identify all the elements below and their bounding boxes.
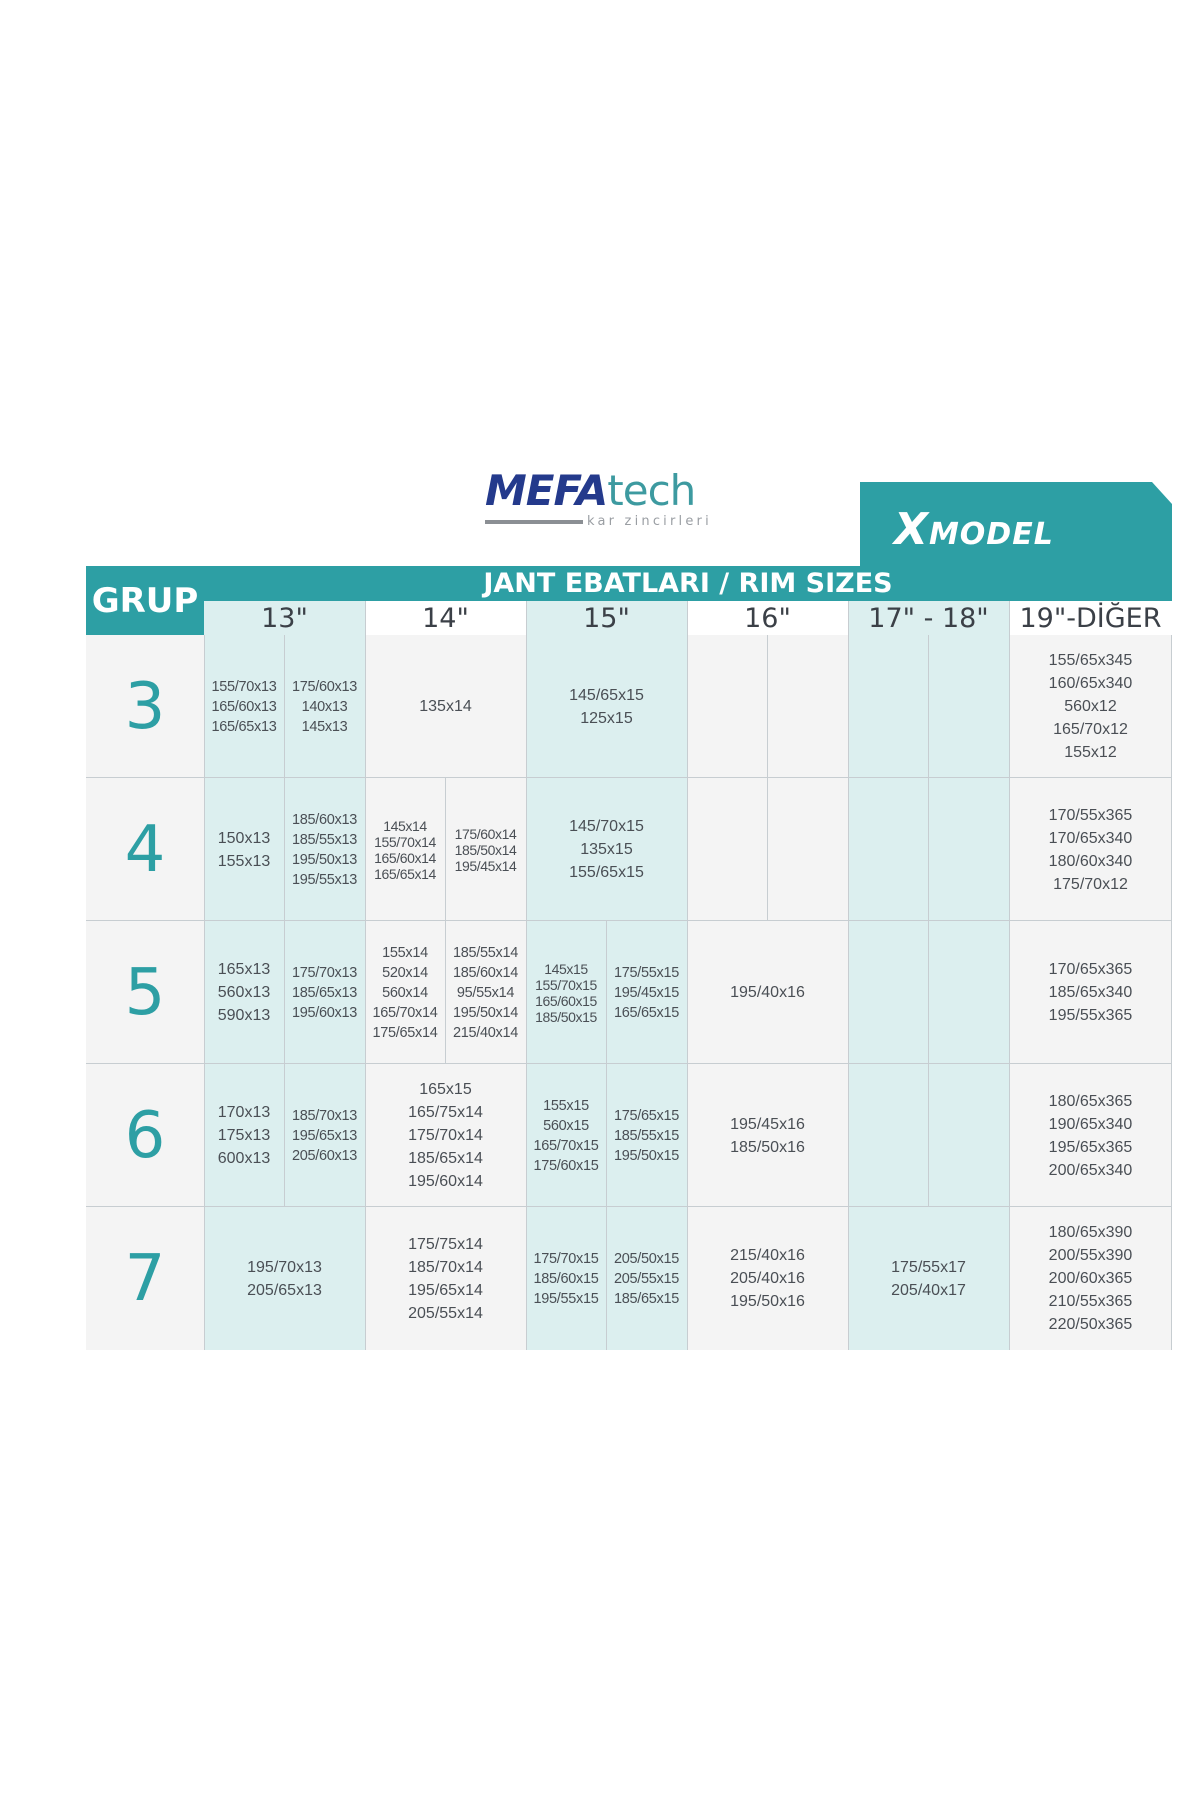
cell-r6-15b-text: 175/65x15 185/55x15 195/50x15 [613,1107,680,1164]
subcol-divider [445,778,446,1064]
cell-r3-14 [365,635,526,778]
cell-r3-13b-text: 175/60x13 140x13 145x13 [291,678,358,735]
cell-r5-15b [606,921,687,1064]
logo-underline [485,520,583,524]
cell-r5-19 [1009,921,1172,1064]
cell-r5-16-text: 195/40x16 [730,984,805,1001]
logo-tech-text: tech [607,466,696,515]
subcol-divider [606,1207,607,1350]
cell-r7-14 [365,1207,526,1350]
subcol-divider [284,635,285,1207]
cell-r4-16b-empty [767,778,848,921]
cell-r6-14-text: 165x15 165/75x14 175/70x14 185/65x14 195/60x14 [408,1081,483,1190]
cell-r6-13a [204,1064,284,1207]
cell-r7-15a-text: 175/70x15 185/60x15 195/55x15 [533,1250,599,1307]
cell-r4-14b [445,778,526,921]
cell-r4-19-text: 170/55x365 170/65x340 180/60x340 175/70x12 [1048,806,1133,893]
cell-r6-16-text: 195/45x16 185/50x16 [730,1115,805,1156]
col-divider [687,635,688,1350]
cell-r7-19 [1009,1207,1172,1350]
cell-r7-13-text: 195/70x13 205/65x13 [247,1258,322,1299]
cell-r4-15 [526,778,687,921]
col-divider [848,635,849,1350]
cell-r5-13a-text: 165x13 560x13 590x13 [217,961,271,1024]
cell-r6-15b [606,1064,687,1207]
subcol-divider [606,1064,607,1207]
cell-r5-13a [204,921,284,1064]
header-divider [1009,601,1010,635]
cell-r7-16 [687,1207,848,1350]
cell-r7-15a [526,1207,606,1350]
size-header-15: 15" [526,601,687,635]
col-divider [526,635,527,1350]
cell-r6-16 [687,1064,848,1207]
cell-r7-17-18 [848,1207,1009,1350]
col-divider [1009,635,1010,1350]
cell-r6-19 [1009,1064,1172,1207]
cell-r5-13b-text: 175/70x13 185/65x13 195/60x13 [291,964,358,1021]
size-header-14: 14" [365,601,526,635]
cell-r5-19-text: 170/65x365 185/65x340 195/55x365 [1048,961,1133,1024]
mefatech-logo [485,466,765,540]
group-5: 5 [86,921,204,1064]
col-divider [365,635,366,1350]
cell-r3-13a [204,635,284,778]
cell-r5-17a-empty [848,921,928,1064]
header-divider [848,601,849,635]
cell-r3-19-text: 155/65x345 160/65x340 560x12 165/70x12 155x12 [1048,652,1133,761]
cell-r3-16a-empty [687,635,767,778]
cell-r4-14a [365,778,445,921]
grup-header: GRUP [86,566,204,635]
size-header-16: 16" [687,601,848,635]
cell-r4-17a-empty [848,778,928,921]
cell-r6-15a [526,1064,606,1207]
cell-r4-15-text: 145/70x15 135x15 155/65x15 [569,818,644,881]
cell-r5-15b-text: 175/55x15 195/45x15 165/65x15 [613,964,680,1021]
cell-r3-14-text: 135x14 [419,698,472,715]
cell-r5-15a [526,921,606,1064]
cell-r7-19-text: 180/65x390 200/55x390 200/60x365 210/55x365 220/50x365 [1048,1224,1133,1333]
col-divider [1171,635,1172,1350]
cell-r7-14-text: 175/75x14 185/70x14 195/65x14 205/55x14 [408,1235,483,1322]
cell-r5-14a [365,921,445,1064]
subcol-divider [606,921,607,1064]
rim-size-table [86,635,1172,1350]
logo-tagline: kar zincirleri [587,514,712,529]
cell-r4-14a-text: 145x14 155/70x14 165/60x14 165/65x14 [374,817,436,882]
subcol-divider [767,635,768,921]
cell-r3-16b-empty [767,635,848,778]
size-header-17-18: 17" - 18" [848,601,1009,635]
cell-r4-17b-empty [928,778,1009,921]
cell-r7-13 [204,1207,365,1350]
cell-r3-15-text: 145/65x15 125x15 [569,686,644,727]
cell-r5-16 [687,921,848,1064]
cell-r6-14 [365,1064,526,1207]
header-divider [365,601,366,635]
cell-r6-13b-text: 185/70x13 195/65x13 205/60x13 [291,1107,358,1164]
cell-r3-13a-text: 155/70x13 165/60x13 165/65x13 [211,678,277,735]
subcol-divider [928,635,929,1207]
cell-r6-15a-text: 155x15 560x15 165/70x15 175/60x15 [533,1097,599,1174]
rim-sizes-header: JANT EBATLARI / RIM SIZES [204,566,1172,601]
logo-mefa-text: MEFA [485,466,608,515]
cell-r7-16-text: 215/40x16 205/40x16 195/50x16 [730,1247,805,1310]
cell-r6-17a-empty [848,1064,928,1207]
size-header-19-diger: 19"-DİĞER [1009,601,1172,635]
cell-r6-13b [284,1064,365,1207]
cell-r4-16a-empty [687,778,767,921]
group-3: 3 [86,635,204,778]
group-4: 4 [86,778,204,921]
xmodel-badge-label [894,504,1054,555]
cell-r4-14b-text: 175/60x14 185/50x14 195/45x14 [454,825,517,874]
xmodel-x-letter: X [894,504,929,555]
header-divider [526,601,527,635]
size-header-13: 13" [204,601,365,635]
cell-r3-15 [526,635,687,778]
group-7: 7 [86,1207,204,1350]
cell-r7-15b [606,1207,687,1350]
cell-r7-17-18-text: 175/55x17 205/40x17 [891,1258,966,1299]
cell-r6-17b-empty [928,1064,1009,1207]
cell-r7-15b-text: 205/50x15 205/55x15 185/65x15 [613,1250,680,1307]
cell-r6-19-text: 180/65x365 190/65x340 195/65x365 200/65x340 [1048,1092,1133,1179]
cell-r4-13a [204,778,284,921]
cell-r5-17b-empty [928,921,1009,1064]
xmodel-badge [860,482,1172,567]
cell-r3-17a-empty [848,635,928,778]
header-divider [687,601,688,635]
cell-r5-15a-text: 145x15 155/70x15 165/60x15 185/50x15 [535,960,597,1025]
cell-r4-13b-text: 185/60x13 185/55x13 195/50x13 195/55x13 [291,811,358,888]
cell-r5-14b [445,921,526,1064]
cell-r5-14a-text: 155x14 520x14 560x14 165/70x14 175/65x14 [372,944,438,1041]
cell-r4-19 [1009,778,1172,921]
cell-r3-17b-empty [928,635,1009,778]
cell-r5-13b [284,921,365,1064]
cell-r5-14b-text: 185/55x14 185/60x14 95/55x14 195/50x14 215/40x14 [452,944,519,1041]
xmodel-model-word: MODEL [928,517,1054,552]
group-6: 6 [86,1064,204,1207]
cell-r6-13a-text: 170x13 175x13 600x13 [217,1104,271,1167]
cell-r4-13b [284,778,365,921]
cell-r3-19 [1009,635,1172,778]
col-divider [204,635,205,1350]
cell-r4-13a-text: 150x13 155x13 [217,829,271,870]
cell-r3-13b [284,635,365,778]
